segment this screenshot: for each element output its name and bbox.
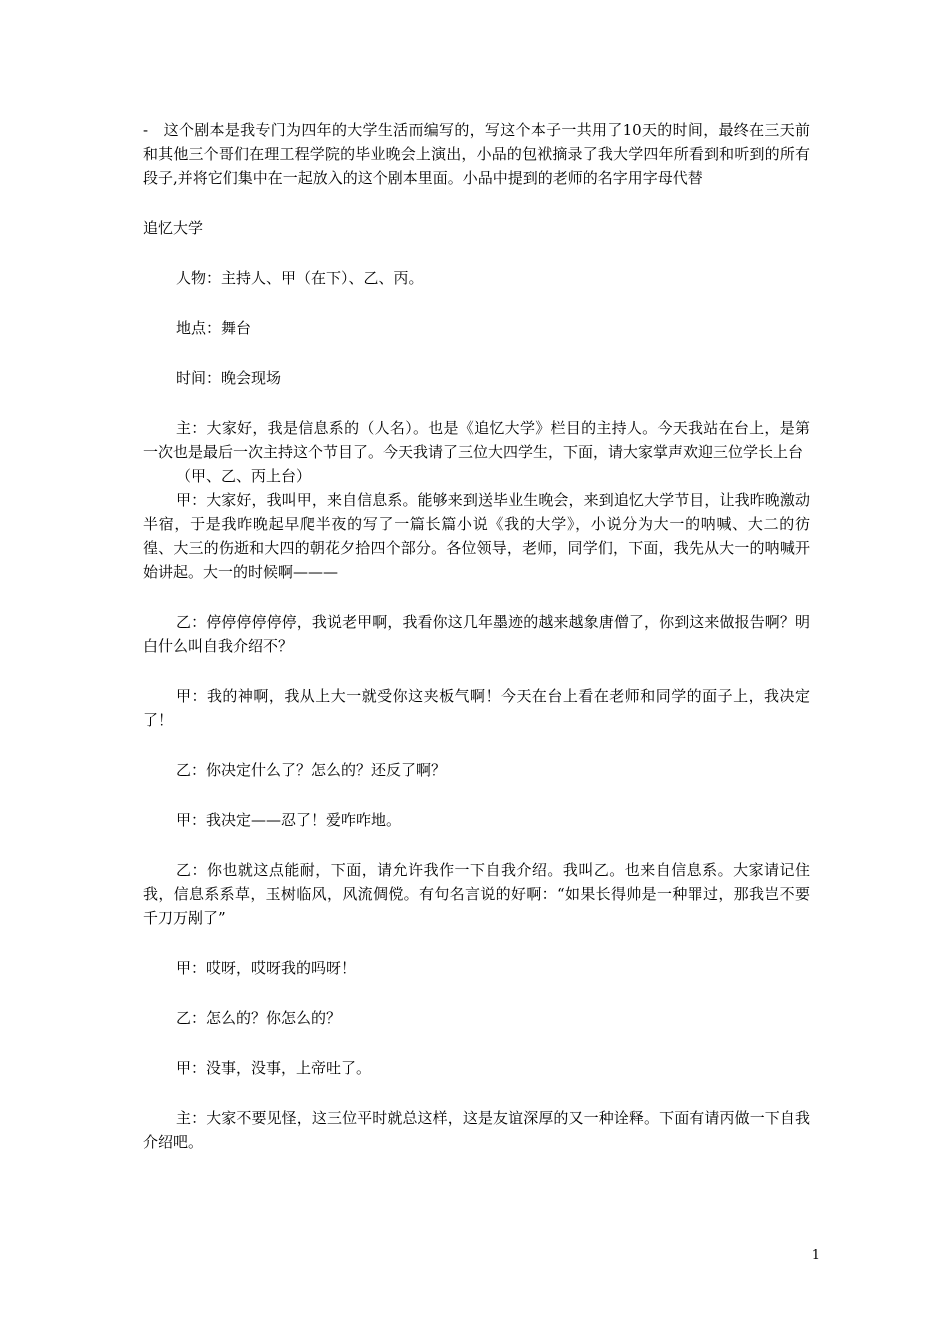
dialogue-line: 主：大家不要见怪，这三位平时就总这样，这是友谊深厚的又一种诠释。下面有请丙做一下自我介绍吧。 [143, 1109, 810, 1151]
dialogue-line: 甲：大家好，我叫甲，来自信息系。能够来到送毕业生晚会，来到追忆大学节目，让我昨晚激动半宿，于是我昨晚起早爬半夜的写了一篇长篇小说《我的大学》，小说分为大一的呐喊、大二的彷徨、大三的伤逝和大四的朝花夕拾四个部分。各位领导，老师，同学们，下面，我先从大一的呐喊开始讲起。大一的时候啊——— [143, 491, 810, 581]
dialogue-line: 甲：我决定——忍了！爱咋咋地。 [176, 811, 402, 829]
location-line: 地点：舞台 [176, 319, 252, 337]
dialogue-line: 主：大家好，我是信息系的（人名）。也是《追忆大学》栏目的主持人。今天我站在台上，是第一次也是最后一次主持这个节目了。今天我请了三位大四学生，下面，请大家掌声欢迎三位学长上台 [143, 419, 810, 461]
dialogue-line: 甲：没事，没事，上帝吐了。 [176, 1059, 372, 1077]
time-line: 时间：晚会现场 [176, 369, 282, 387]
script-title: 追忆大学 [143, 219, 204, 237]
dialogue-line: 乙：停停停停停停，我说老甲啊，我看你这几年墨迹的越来越象唐僧了，你到这来做报告啊？明白什么叫自我介绍不？ [143, 613, 810, 655]
characters-line: 人物：主持人、甲（在下）、乙、丙。 [176, 269, 424, 287]
stage-direction: （甲、乙、丙上台） [176, 467, 312, 485]
page-number: 1 [811, 1248, 820, 1263]
dialogue-line: 乙：你决定什么了？怎么的？还反了啊？ [176, 761, 447, 779]
dialogue-line: 甲：我的神啊，我从上大一就受你这夹板气啊！今天在台上看在老师和同学的面子上，我决定了！ [143, 687, 810, 729]
document-body [143, 118, 810, 1154]
dialogue-line: 乙：你也就这点能耐，下面，请允许我作一下自我介绍。我叫乙。也来自信息系。大家请记住我，信息系系草，玉树临风，风流倜傥。有句名言说的好啊：“如果长得帅是一种罪过，那我岂不要千刀万剐了” [143, 861, 810, 927]
dialogue-line: 甲：哎呀，哎呀我的吗呀！ [176, 959, 357, 977]
dialogue-line: 乙：怎么的？你怎么的？ [176, 1009, 342, 1027]
intro-paragraph: - 这个剧本是我专门为四年的大学生活而编写的，写这个本子一共用了10天的时间，最终在三天前和其他三个哥们在理工程学院的毕业晚会上演出，小品的包袱摘录了我大学四年所看到和听到的所有段子,并将它们集中在一起放入的这个剧本里面。小品中提到的老师的名字用字母代替 [143, 121, 810, 187]
